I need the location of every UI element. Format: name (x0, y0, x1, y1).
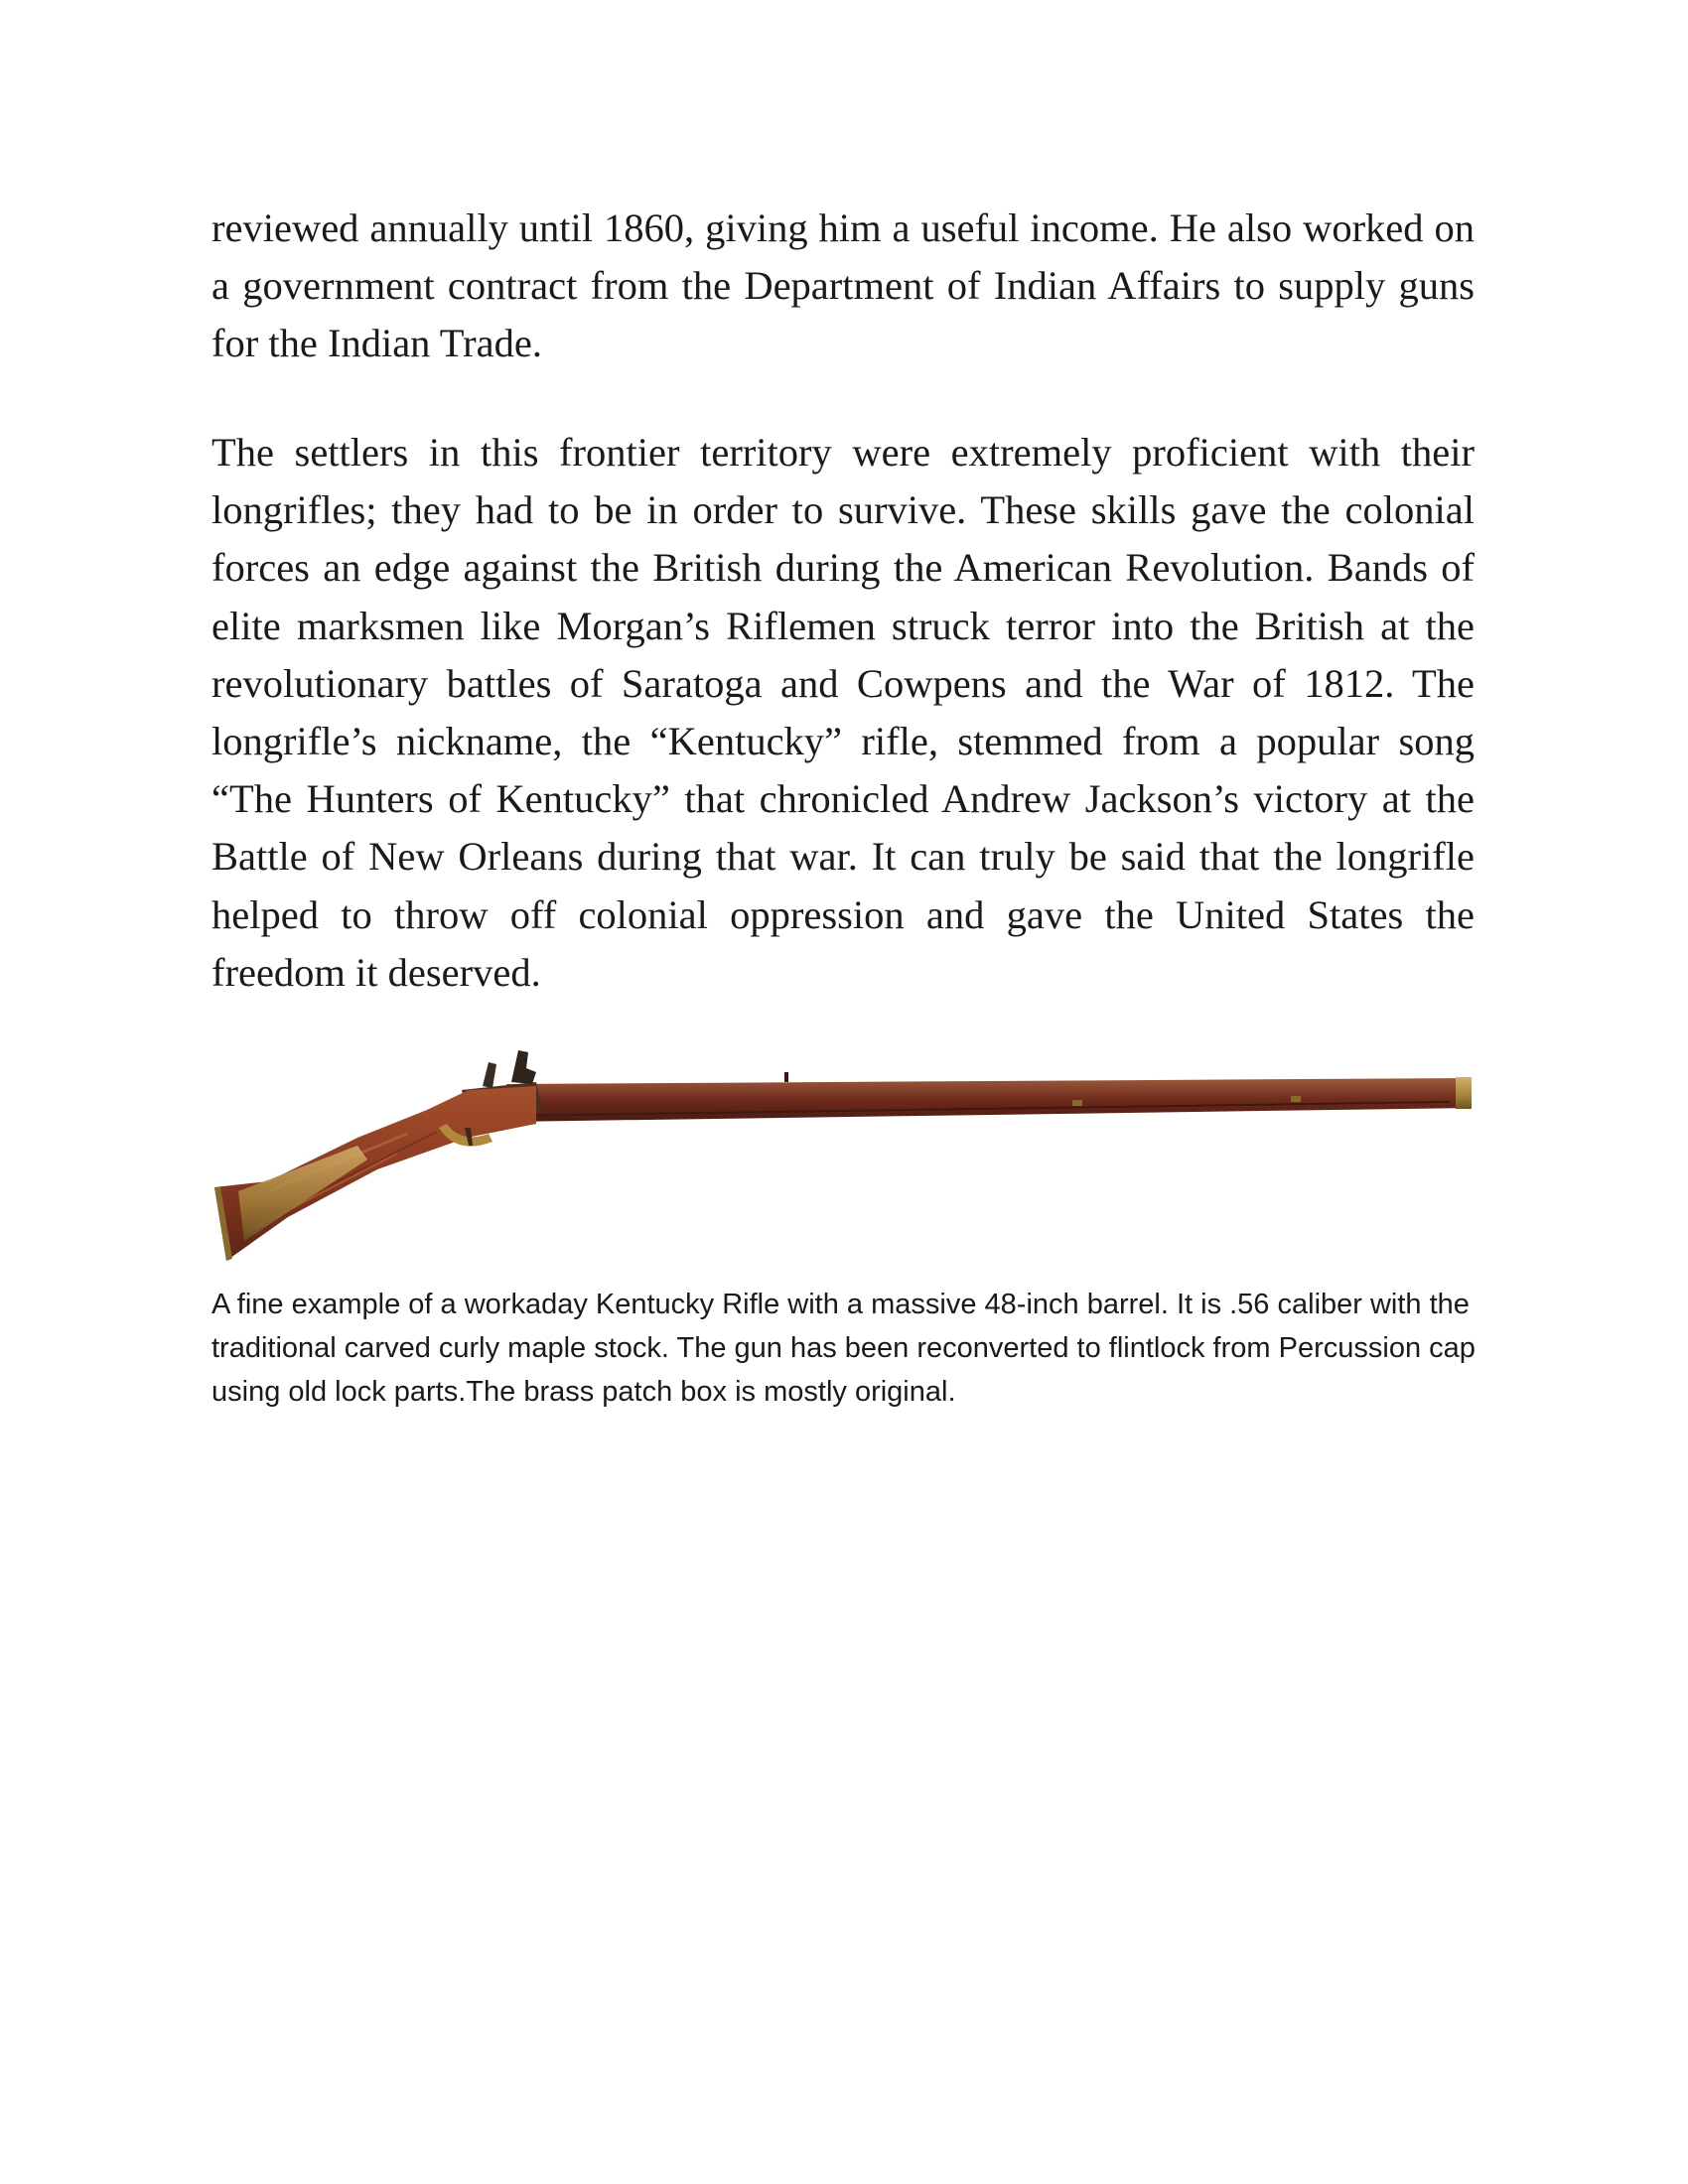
body-paragraph: The settlers in this frontier territory were extremely proficient with their longrifles; they had to be in order to survive. These skills gave the colonial forces an edge against the British during the American Revolution. Bands of elite marksmen like Morgan’s Riflemen struck terror into the British at the revolutionary battles of Saratoga and Cowpens and the War of 1812. The longrifle’s nickname, the “Kentucky” rifle, stemmed from a popular song “The Hunters of Kentucky” that chronicled Andrew Jackson’s victory at the Battle of New Orleans during that war. It can truly be said that the longrifle helped to throw off colonial oppression and gave the United States the freedom it deserved. (211, 430, 1475, 995)
kentucky-rifle-image (209, 1042, 1479, 1281)
front-sight (784, 1072, 788, 1082)
muzzle-cap (1456, 1077, 1472, 1109)
figure-caption: A fine example of a workaday Kentucky Rifle with a massive 48-inch barrel. It is .56 caliber with the traditional carved curly maple stock. The gun has been reconverted to flintlock from Percussion cap using old lock parts.The brass patch box is mostly original. (211, 1289, 1476, 1408)
brass-patch-box (238, 1146, 367, 1241)
rifle-stock (214, 1086, 536, 1261)
body-paragraph: reviewed annually until 1860, giving him a useful income. He also worked on a government contract from the Department of Indian Affairs to supply guns for the Indian Trade. (211, 205, 1475, 366)
rifle-figure (209, 1042, 1479, 1281)
flintlock-hammer (511, 1050, 536, 1084)
barrel (506, 1078, 1472, 1122)
